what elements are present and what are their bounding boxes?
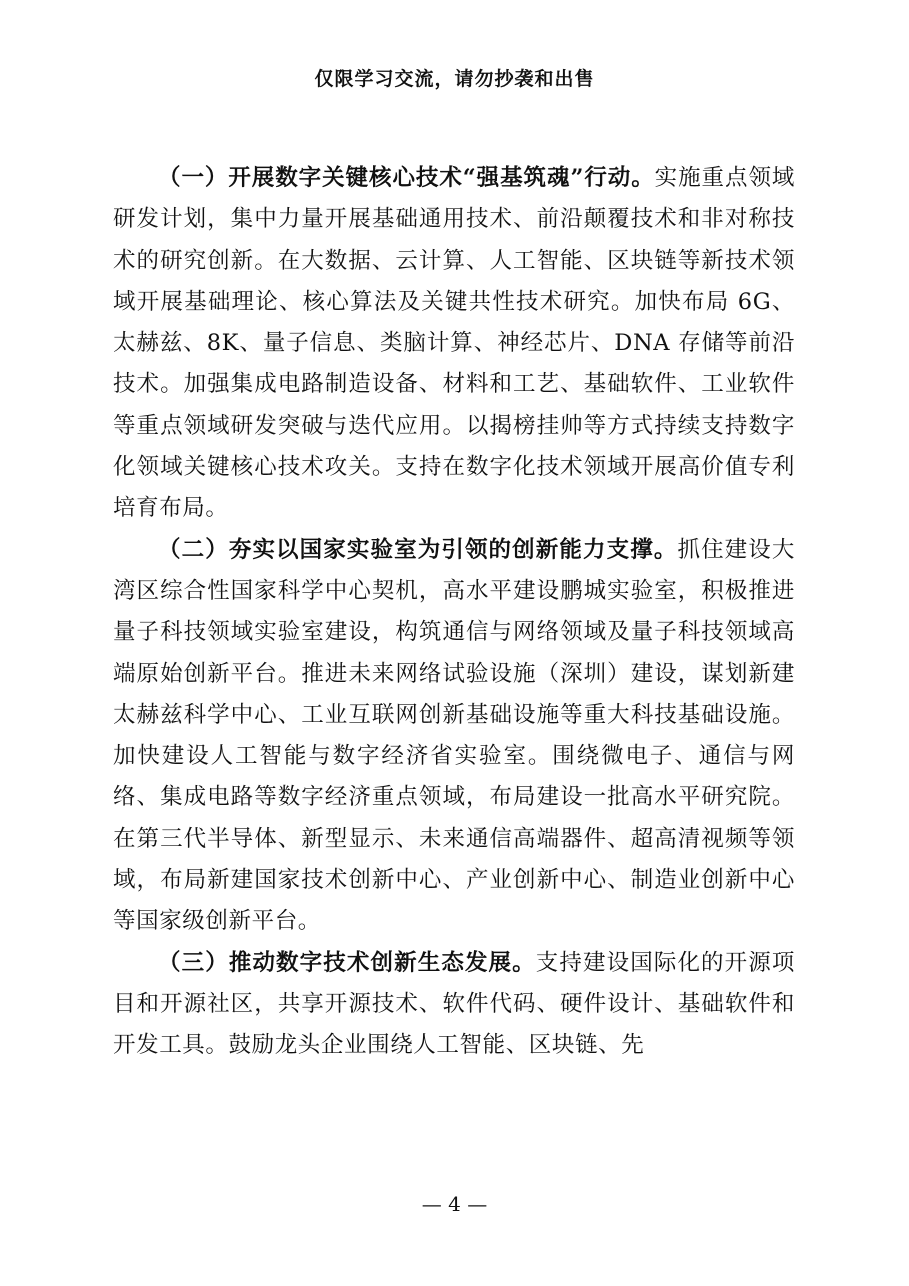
paragraph-2-title: （二）夯实以国家实验室为引领的创新能力支撑。 [158, 536, 678, 563]
paragraph-1-text: 实施重点领域研发计划，集中力量开展基础通用技术、前沿颠覆技术和非对称技术的研究创新。在大数据、云计算、人工智能、区块链等新技术领域开展基础理论、核心算法及关键共性技术研究。加快布局 6G、太赫兹、8K、量子信息、类脑计算、神经芯片、DNA 存储等前沿技术。加强集成电路制造设备、材料和工艺、基础软件、工业软件等重点领域研发突破与迭代应用。以揭榜挂帅等方式持续支持数字化领域关键核心技术攻关。支持在数字化技术领域开展高价值专利培育布局。 [113, 165, 795, 522]
paragraph-3-text: 支持建设国际化的开源项目和开源社区，共享开源技术、软件代码、硬件设计、基础软件和开发工具。鼓励龙头企业围绕人工智能、区块链、先 [113, 949, 795, 1059]
paragraph-1-title: （一）开展数字关键核心技术“强基筑魂”行动。 [158, 165, 655, 191]
paragraph-3 [113, 943, 795, 1067]
header-notice: 仅限学习交流，请勿抄袭和出售 [314, 68, 595, 90]
paragraph-3-title: （三）推动数字技术创新生态发展。 [158, 949, 536, 976]
page-number: — 4 — [421, 1192, 488, 1216]
paragraph-2 [113, 530, 795, 943]
paragraph-2-text: 抓住建设大湾区综合性国家科学中心契机，高水平建设鹏城实验室，积极推进量子科技领域实验室建设，构筑通信与网络领域及量子科技领域高端原始创新平台。推进未来网络试验设施（深圳）建设，谋划新建太赫兹科学中心、工业互联网创新基础设施等重大科技基础设施。加快建设人工智能与数字经济省实验室。围绕微电子、通信与网络、集成电路等数字经济重点领域，布局建设一批高水平研究院。在第三代半导体、新型显示、未来通信高端器件、超高清视频等领域，布局新建国家技术创新中心、产业创新中心、制造业创新中心等国家级创新平台。 [113, 536, 795, 935]
document-body [113, 158, 795, 1067]
paragraph-1 [113, 158, 795, 530]
